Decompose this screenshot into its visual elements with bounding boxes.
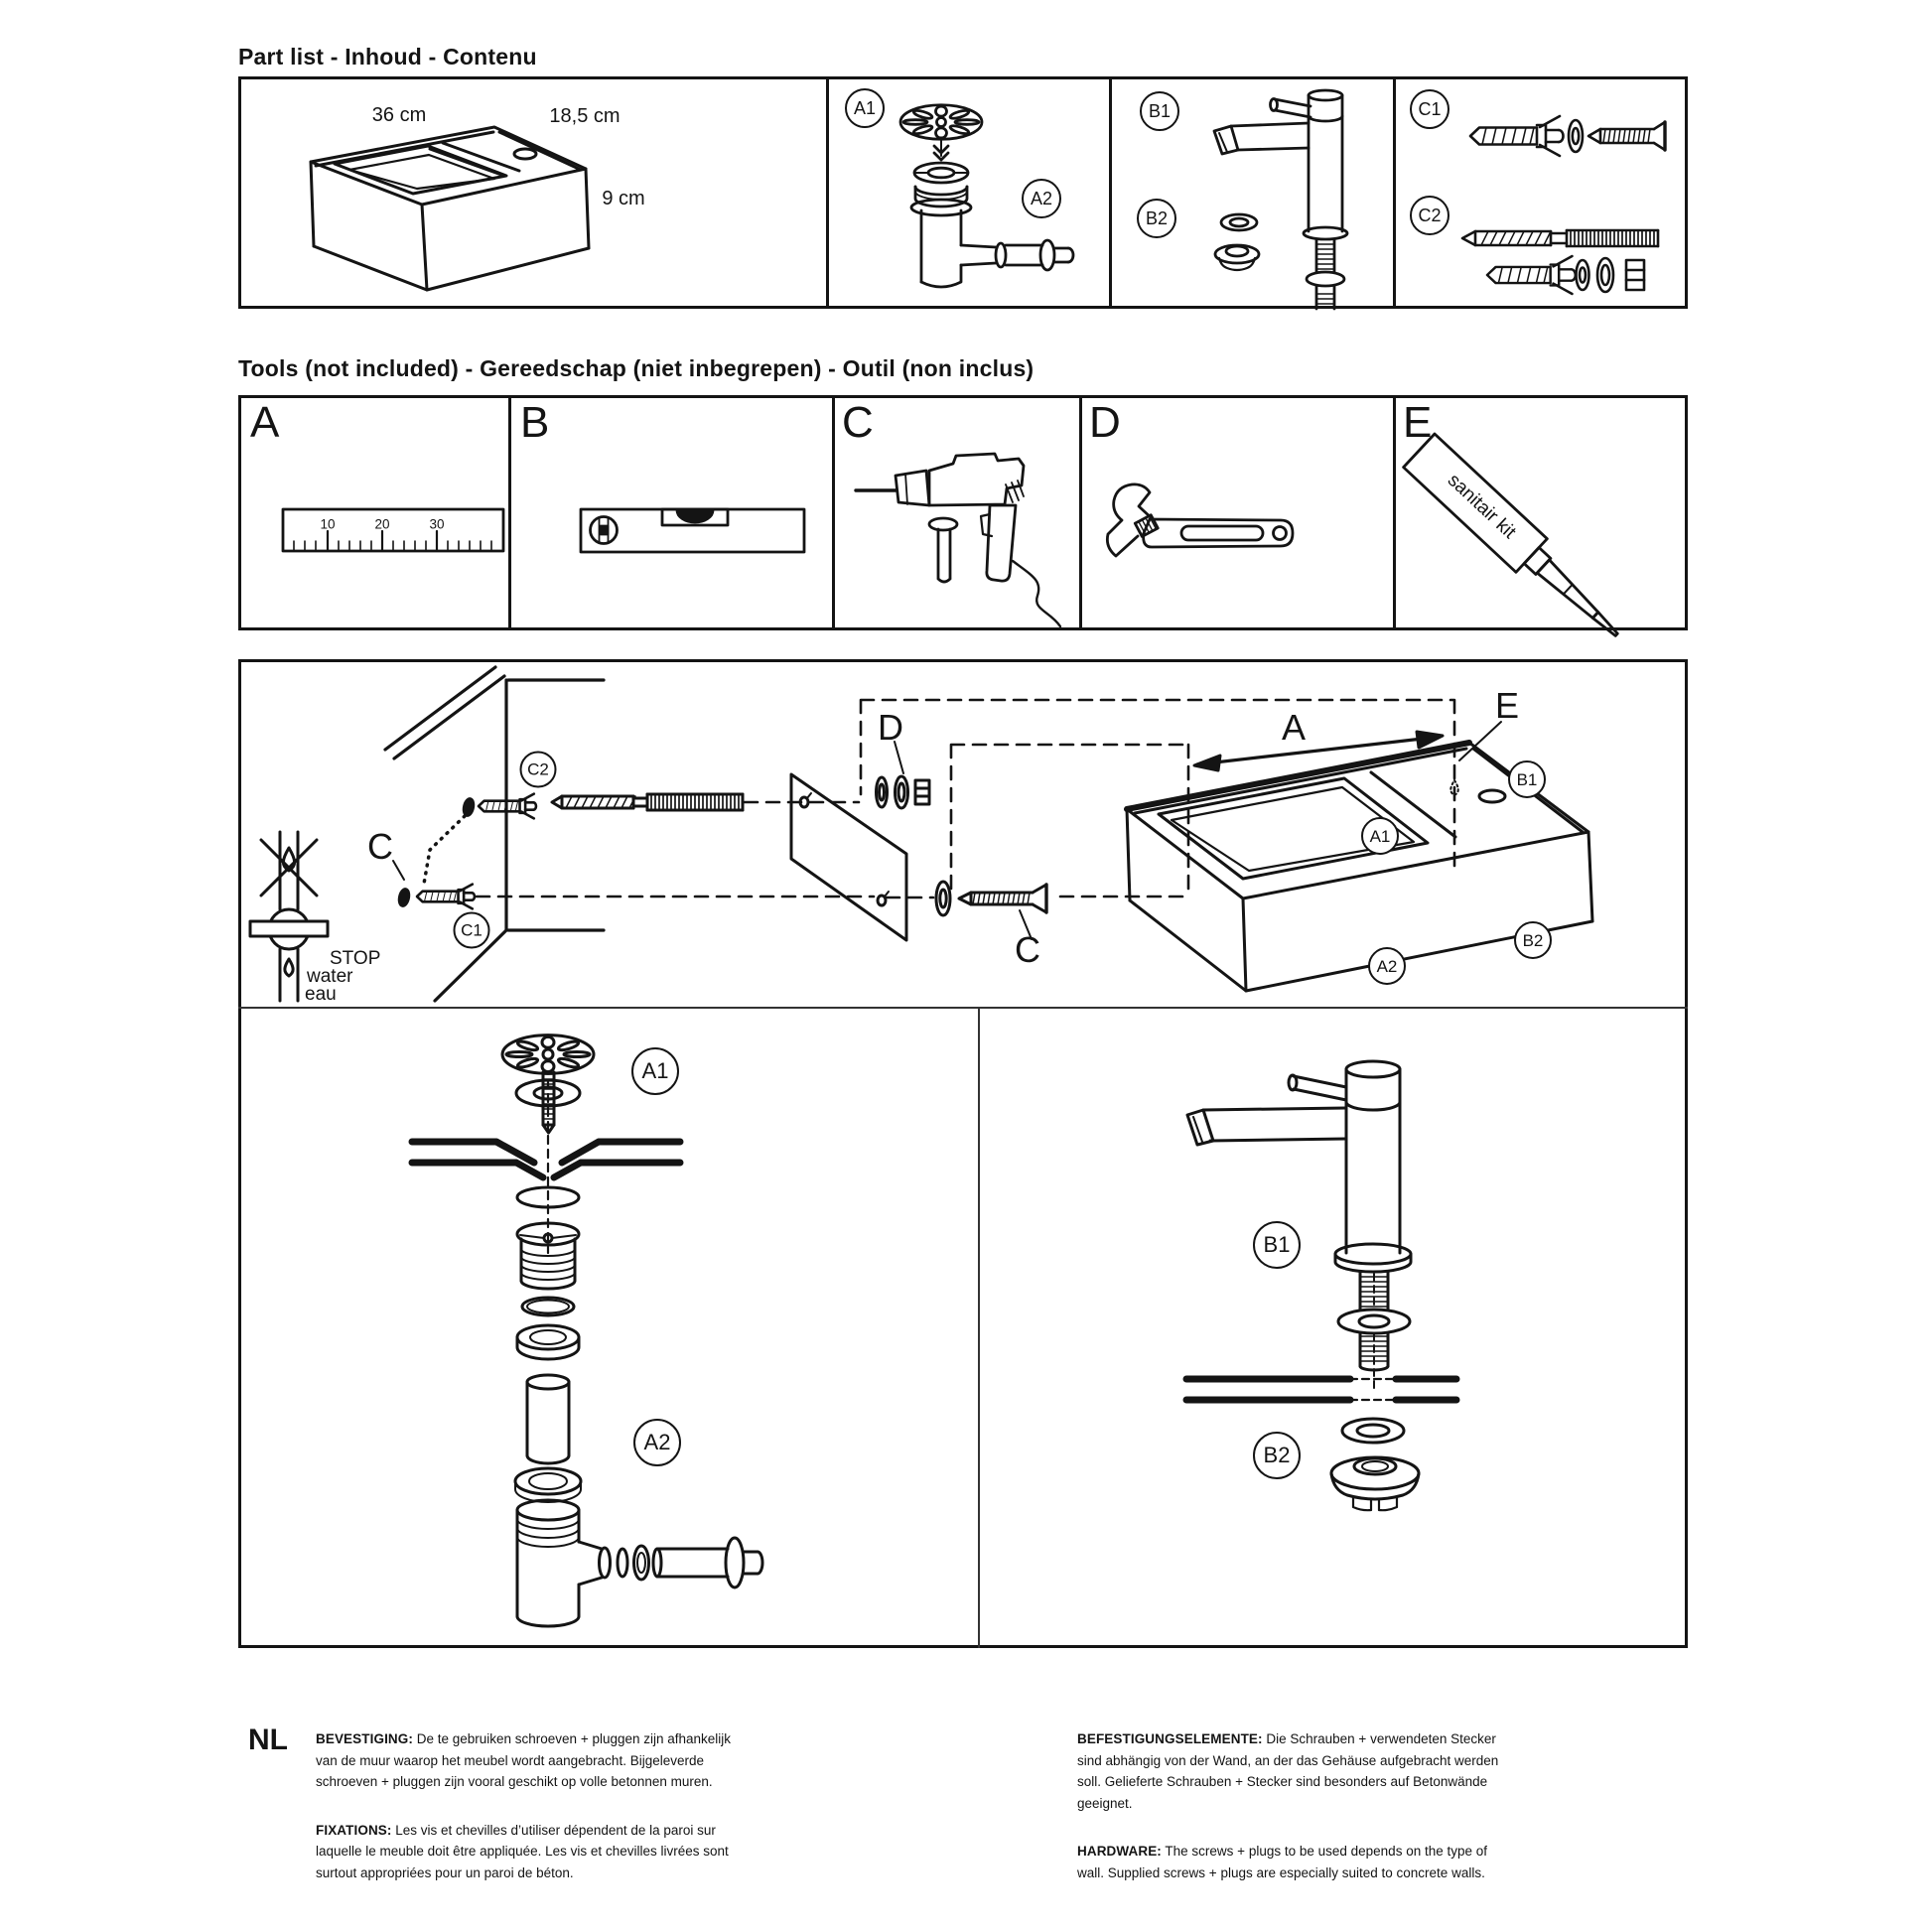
drain-exploded-diagram: [238, 1007, 978, 1648]
detail-label-a2: A2: [633, 1419, 681, 1466]
ruler-tick-20: 20: [374, 516, 390, 532]
detail-label-b1: B1: [1253, 1221, 1301, 1269]
assembly-label-c-screw: C: [1015, 929, 1040, 970]
stop-label-line3: eau: [305, 984, 337, 1005]
sink-dimensions-drawing: [238, 76, 826, 309]
assembly-label-a1: A1: [1361, 817, 1399, 855]
sink-width-label: 36 cm: [371, 104, 427, 126]
part-label-b2: B2: [1137, 199, 1176, 238]
paragraph-text: De te gebruiken schroeven + pluggen zijn afhankelijk van de muur waarop het meubel wordt aangebracht. Bijgeleverde schroeven + pluggen zijn vooral geschikt op volle betonnen muren.: [316, 1731, 732, 1789]
assembly-label-c2: C2: [520, 752, 557, 788]
drill-hole-dotted-line: [424, 816, 465, 884]
hanger-bolt: [552, 794, 743, 810]
part-label-a2: A2: [1022, 179, 1061, 218]
sealant-tube-label: sanitair kit: [1443, 470, 1520, 543]
ruler-tick-30: 30: [429, 516, 445, 532]
paragraph-befestigung: [1077, 1728, 1514, 1814]
assembly-label-a2: A2: [1368, 947, 1406, 985]
tool-letter-e: E: [1403, 398, 1433, 447]
paragraph-hardware: [1077, 1841, 1514, 1883]
wall-plug-bottom: [417, 885, 475, 909]
language-code: NL: [248, 1724, 288, 1756]
paragraph-text: Les vis et chevilles d’utiliser dépendent de la paroi sur laquelle le meuble doit être appliquée. Les vis et chevilles livrées sont surtout appropriées pour un paroi de béton.: [316, 1822, 729, 1880]
paragraph-lead: BEFESTIGUNGSELEMENTE:: [1077, 1731, 1263, 1746]
assembly-label-d: D: [878, 707, 903, 748]
assembly-label-c1: C1: [454, 912, 490, 949]
paragraph-fixations: [316, 1820, 749, 1884]
part-label-c2: C2: [1410, 196, 1449, 235]
ruler-tick-10: 10: [320, 516, 336, 532]
assembly-label-b2: B2: [1514, 921, 1552, 959]
fixing-screw: [936, 882, 1046, 915]
assembly-label-a: A: [1281, 707, 1307, 748]
paragraph-lead: FIXATIONS:: [316, 1822, 392, 1838]
basin-cross-section: [412, 1142, 680, 1177]
part-list-title: Part list - Inhoud - Contenu: [238, 44, 537, 69]
tools-title: Tools (not included) - Gereedschap (niet inbegrepen) - Outil (non inclus): [238, 355, 1035, 381]
footer-column-right: [1077, 1728, 1514, 1910]
countertop-cross-section: [1186, 1379, 1456, 1400]
paragraph-lead: BEVESTIGING:: [316, 1731, 413, 1746]
paragraph-bevestiging: [316, 1728, 749, 1793]
assembly-label-b1: B1: [1508, 760, 1546, 798]
tool-letter-a: A: [250, 398, 280, 447]
sink-height-label: 9 cm: [602, 188, 645, 209]
plate-washers-nut: [877, 776, 930, 808]
paragraph-lead: HARDWARE:: [1077, 1844, 1162, 1859]
part-label-c1: C1: [1410, 89, 1449, 129]
assembly-label-c-wall: C: [367, 826, 393, 867]
paragraph-text: Die Schrauben + verwendeten Stecker sind abhängig von der Wand, an der das Gehäuse aufgebracht werden soll. Gelieferte Schrauben + Stecker sind besonders auf Betonwände geeignet.: [1077, 1731, 1499, 1811]
wrench-icon: [1107, 484, 1293, 556]
stop-label-line1: STOP: [330, 948, 381, 969]
detail-label-a1: A1: [631, 1047, 679, 1095]
spirit-level-icon: [581, 509, 804, 552]
tool-letter-c: C: [842, 398, 874, 447]
tool-letter-d: D: [1089, 398, 1121, 447]
footer-column-left: [316, 1728, 749, 1910]
wall-mounting-diagram: [238, 659, 1688, 1007]
faucet-mounting-diagram: [978, 1007, 1688, 1648]
tool-letter-b: B: [520, 398, 550, 447]
wall-corner: [385, 667, 604, 1001]
detail-label-b2: B2: [1253, 1432, 1301, 1479]
stop-label-line2: water: [307, 966, 353, 987]
sink-depth-label: 18,5 cm: [549, 105, 621, 127]
assembly-label-e: E: [1494, 685, 1520, 726]
ruler-icon: [283, 509, 503, 551]
part-label-b1: B1: [1140, 91, 1179, 131]
paragraph-text: The screws + plugs to be used depends on the type of wall. Supplied screws + plugs are especially suited to concrete walls.: [1077, 1844, 1487, 1880]
drill-icon: [856, 454, 1060, 626]
part-label-a1: A1: [845, 88, 885, 128]
